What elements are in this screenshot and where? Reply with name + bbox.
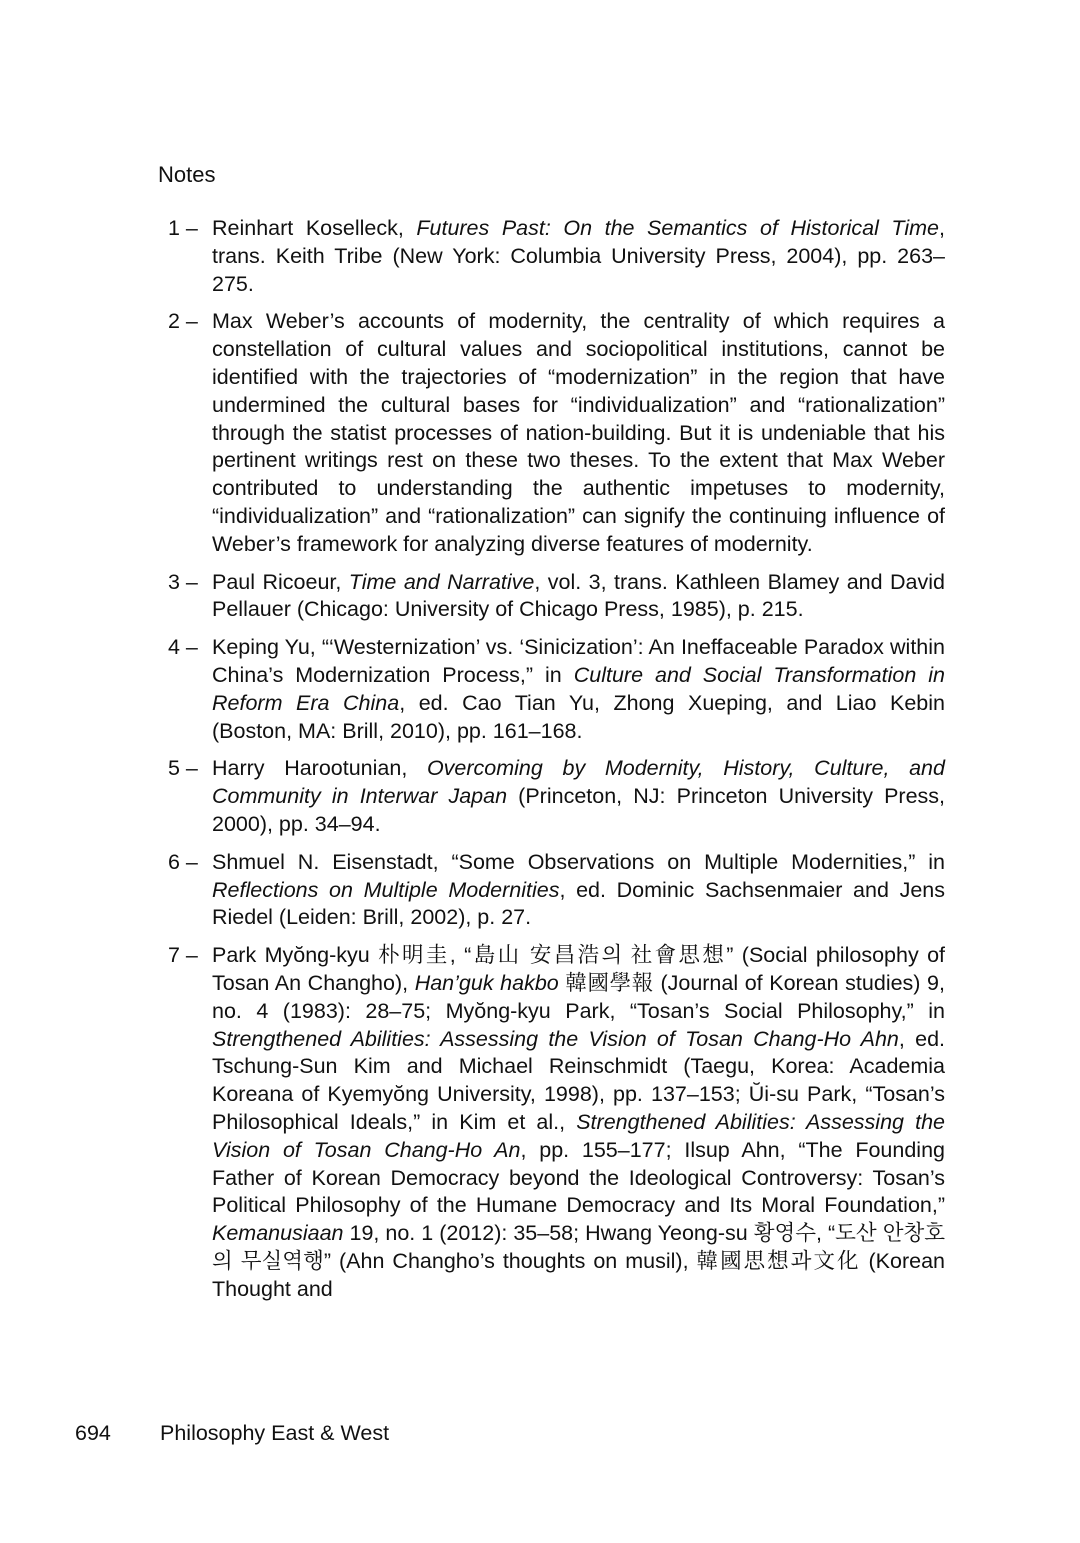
footnote-text <box>212 635 945 742</box>
section-heading: Notes <box>158 162 216 187</box>
footnote-number: 3 – <box>168 569 198 594</box>
text-run: Reinhart Koselleck, <box>212 216 417 240</box>
footnote-number: 2 – <box>168 309 198 334</box>
footnote-text <box>212 943 945 1301</box>
footnote <box>158 215 945 298</box>
text-run: , ed. Cao Tian Yu, Zhong Xueping, and Liao Kebin (Boston, MA: Brill, 2010), pp. 161–168. <box>212 690 945 743</box>
text-run: (Princeton, NJ: Princeton University Press, 2000), pp. 34–94. <box>212 784 946 836</box>
text-run: Max Weber’s accounts of modernity, the centrality of which requires a constellation of cultural values and sociopolitical institutions, cannot be identified with the trajectories of “modernization” in the region that have undermined the cultural bases for “individualization” and “rationalization” through the statist processes of nation-building. But it is undeniable that his pertinent writings rest on these two theses. To the extent that Max Weber contributed to understanding the authentic impetuses to modernity, “individualization” and “rationalization” can signify the continuing influence of Weber’s framework for analyzing diverse features of modernity. <box>212 309 945 556</box>
text-run: Shmuel N. Eisenstadt, “Some Observations on Multiple Modernities,” in <box>212 849 945 874</box>
text-run: Paul Ricoeur, <box>212 569 349 594</box>
italic-title: Time and Narrative <box>348 569 535 594</box>
italic-title: Reflections on Multiple Modernities <box>212 877 560 902</box>
text-run: , pp. 155–177; Ilsup Ahn, “The Founding Father of Korean Democracy beyond the Ideological Controversy: Tosan’s Political Philosophy of the Humane Democracy and Its Moral Foundation,” <box>212 1137 945 1218</box>
footnote-number: 7 – <box>168 943 198 968</box>
footnote-number: 6 – <box>168 849 198 874</box>
journal-title: Philosophy East & West <box>160 1421 390 1445</box>
italic-title: Overcoming by Modernity, History, Culture, and Community in Interwar Japan <box>212 756 945 809</box>
footnote <box>158 634 945 745</box>
text-run: , ed. Dominic Sachsenmaier and Jens Riedel (Leiden: Brill, 2002), p. 27. <box>212 877 945 930</box>
footnote <box>158 849 945 932</box>
page-number: 694 <box>75 1421 111 1445</box>
text-run: , trans. Keith Tribe (New York: Columbia University Press, 2004), pp. 263–275. <box>212 216 946 296</box>
italic-title: Han’guk hakbo <box>414 970 559 995</box>
footnote <box>158 755 945 838</box>
text-run: 19, no. 1 (2012): 35–58; Hwang Yeong-su 황영수, “도산 안창호의 무실역행” (Ahn Changho’s thoughts on musil), 韓國思想과文化 (Korean Thought and <box>212 1221 945 1301</box>
footnote-text <box>212 850 945 930</box>
footnote-number: 4 – <box>168 635 198 660</box>
italic-title: Strengthened Abilities: Assessing the Vision of Tosan Chang-Ho Ahn <box>212 1026 899 1051</box>
text-run: , vol. 3, trans. Kathleen Blamey and David Pellauer (Chicago: University of Chicago Press, 1985), p. 215. <box>212 569 945 622</box>
footnote <box>158 569 945 625</box>
text-run: Park Myŏng-kyu 朴明圭, “島山 安昌浩의 社會思想” (Social philosophy of Tosan An Changho), <box>212 943 945 995</box>
footnote-number: 1 – <box>168 216 198 240</box>
text-run: Keping Yu, “‘Westernization’ vs. ‘Sinicization’: An Ineffaceable Paradox within China’s Modernization Process,” in <box>212 635 945 687</box>
footnote-text <box>212 216 945 296</box>
italic-title: Kemanusiaan <box>212 1221 344 1246</box>
text-run: 韓國學報 (Journal of Korean studies) 9, no. 4 (1983): 28–75; Myŏng-kyu Park, “Tosan’s Social Philosophy,” in <box>212 970 945 1023</box>
text-run: , ed. Tschung-Sun Kim and Michael Reinschmidt (Taegu, Korea: Academia Koreana of Kyemyŏng University, 1998), pp. 137–153; Ŭi-su Park, “Tosan’s Philosophical Ideals,” in Kim et al., <box>212 1026 945 1134</box>
italic-title: Futures Past: On the Semantics of Historical Time <box>416 216 940 240</box>
footnote-text <box>212 756 945 836</box>
notes-list <box>158 215 945 1313</box>
italic-title: Strengthened Abilities: Assessing the Vision of Tosan Chang-Ho An <box>212 1109 945 1162</box>
text-run: Harry Harootunian, <box>212 756 427 781</box>
footnote <box>158 308 945 558</box>
footnote <box>158 942 945 1303</box>
footnote-number: 5 – <box>168 756 198 781</box>
footnote-text <box>212 309 945 555</box>
italic-title: Culture and Social Transformation in Reform Era China <box>212 662 945 715</box>
footnote-text <box>212 570 945 622</box>
